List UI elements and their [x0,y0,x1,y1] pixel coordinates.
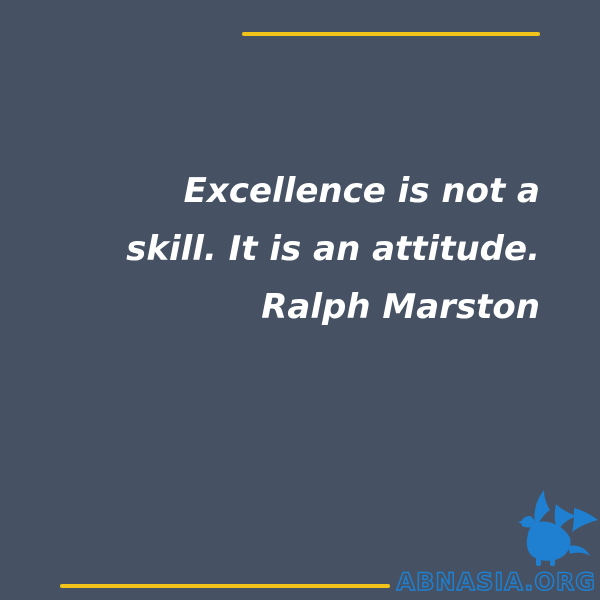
bottom-accent-line [60,584,390,588]
site-watermark: ABNASIA.ORG [396,568,596,596]
griffin-logo-icon [514,486,600,568]
quote-author: Ralph Marston [261,287,540,327]
top-accent-line [242,32,540,36]
quote-line-1: Excellence is not a [183,171,540,211]
quote-text [70,162,540,336]
quote-line-2: skill. It is an attitude. [126,229,540,269]
